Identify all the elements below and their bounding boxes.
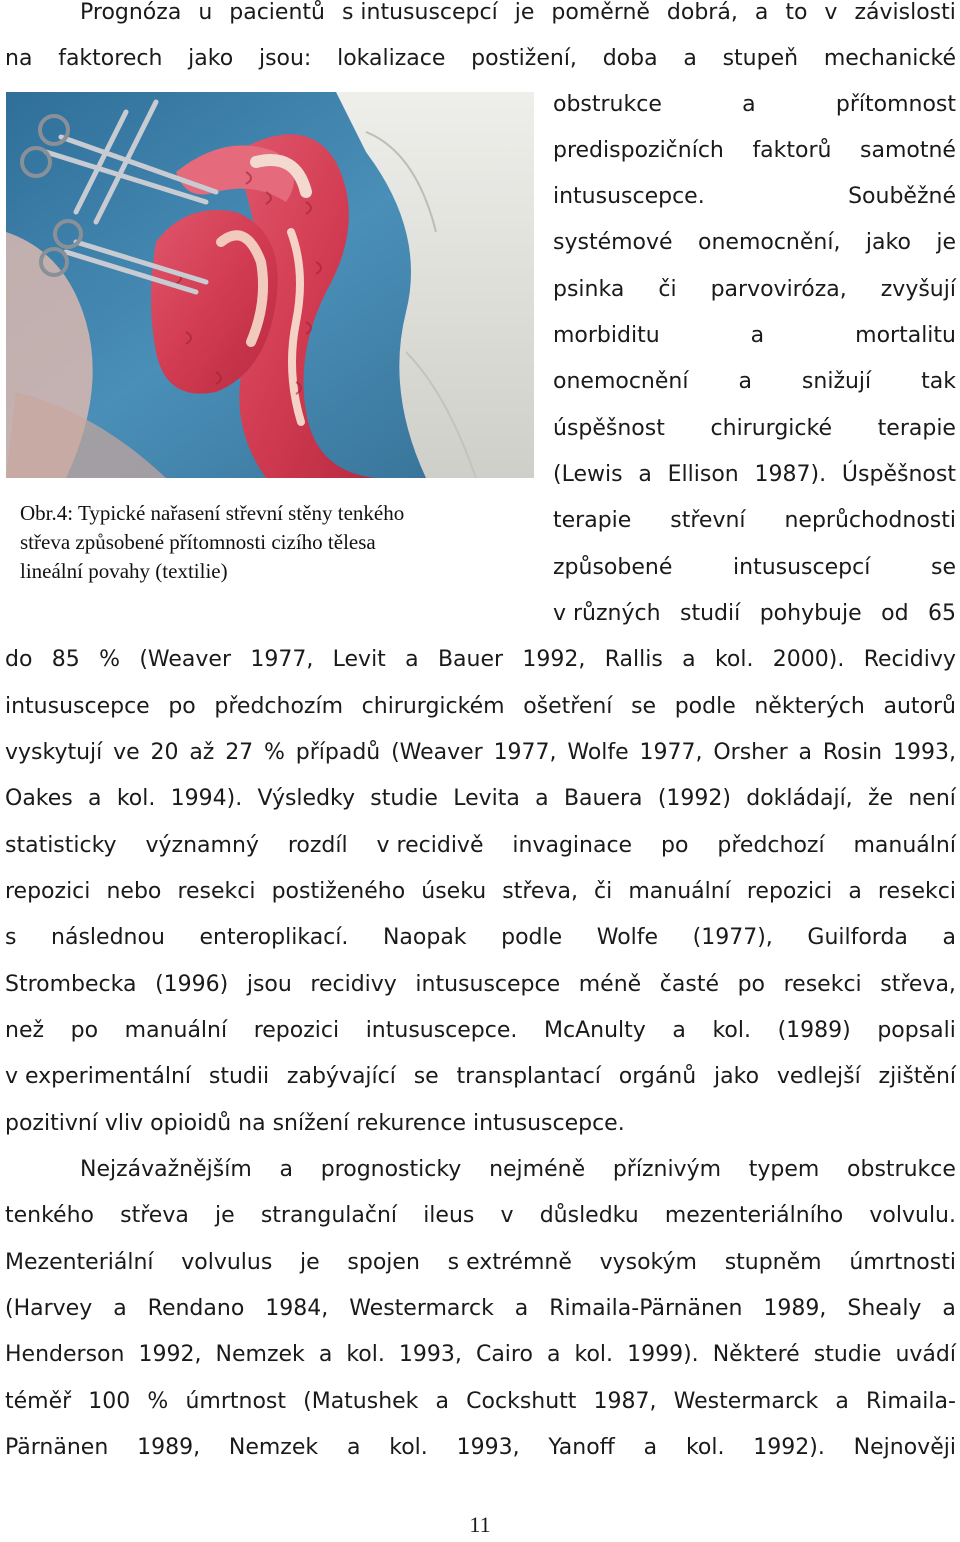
word: se	[631, 694, 657, 719]
word: není	[908, 786, 956, 811]
word: úspěšnost	[553, 416, 665, 441]
page-number: 11	[469, 1512, 491, 1537]
word: Bauer	[437, 647, 504, 672]
word: dobrá,	[666, 0, 738, 25]
word: volvulu.	[869, 1203, 956, 1228]
word: studie	[370, 786, 438, 811]
word: kol.	[685, 1435, 725, 1460]
word: pohybuje	[759, 601, 862, 626]
word: 20	[150, 740, 179, 765]
word: že	[867, 786, 894, 811]
word: neprůchodnosti	[784, 508, 956, 533]
text-line-7	[553, 267, 956, 313]
word: Naopak	[382, 925, 467, 950]
word: typem	[748, 1157, 820, 1182]
word: zvyšují	[880, 277, 956, 302]
word: a	[514, 1296, 529, 1321]
word: a	[672, 1018, 686, 1043]
word: obstrukce	[847, 1157, 956, 1182]
word: Strombecka	[5, 972, 137, 997]
word: podle	[674, 694, 736, 719]
word: důsledku	[539, 1203, 639, 1228]
text-line-24	[5, 1054, 956, 1100]
word: 100	[88, 1389, 131, 1414]
word: Pärnänen	[5, 1435, 109, 1460]
word: tenkého	[5, 1203, 94, 1228]
word: spojen	[347, 1250, 420, 1275]
word: a	[318, 1342, 333, 1367]
word: Levit	[332, 647, 386, 672]
word: 1994).	[170, 786, 243, 811]
word: intususcepce.	[553, 184, 705, 209]
word: Guilforda	[807, 925, 908, 950]
word: méně	[578, 972, 642, 997]
word: Oakes	[5, 786, 73, 811]
word: psinka	[553, 277, 625, 302]
word: Rallis	[604, 647, 663, 672]
text-line-32	[5, 1425, 956, 1471]
word: než	[5, 1018, 45, 1043]
text-line-1	[80, 0, 956, 36]
word: v recidivě	[376, 833, 484, 858]
word: v	[824, 0, 838, 25]
word: Westermarck	[673, 1389, 819, 1414]
word: 85	[51, 647, 80, 672]
word: a	[113, 1296, 127, 1321]
text-line-17	[5, 730, 956, 776]
word: mortalitu	[855, 323, 956, 348]
intestine-illustration	[6, 92, 534, 478]
word: poměrně	[551, 0, 650, 25]
word: Westermarck	[349, 1296, 494, 1321]
word: střevní	[670, 508, 746, 533]
word: (Weaver	[139, 647, 231, 672]
text-line-14	[553, 591, 956, 637]
word: Nejzávažnějším	[80, 1157, 252, 1182]
word: 1999).	[627, 1342, 699, 1367]
word: kol.	[712, 1018, 751, 1043]
word: rozdíl	[287, 833, 348, 858]
word: Ellison	[667, 462, 739, 487]
word: a	[405, 647, 419, 672]
word: ileus	[423, 1203, 475, 1228]
text-line-15	[5, 637, 956, 683]
word: vyskytují	[5, 740, 103, 765]
word: je	[514, 0, 535, 25]
text-line-20	[5, 869, 956, 915]
word: a	[738, 369, 752, 394]
word: %	[99, 647, 120, 672]
word: obstrukce	[553, 92, 662, 117]
word: v různých	[553, 601, 661, 626]
word: 1984,	[265, 1296, 329, 1321]
word: manuální	[124, 1018, 228, 1043]
word: Rimaila-Pärnänen	[549, 1296, 743, 1321]
word: se	[413, 1064, 439, 1089]
text-line-16	[5, 684, 956, 730]
word: Bauera	[563, 786, 643, 811]
word: Shealy	[847, 1296, 922, 1321]
word: a	[638, 462, 652, 487]
word: 1977,	[639, 740, 703, 765]
word: či	[594, 879, 613, 904]
word: Rendano	[147, 1296, 245, 1321]
word: samotné	[860, 138, 956, 163]
word: jako	[865, 230, 911, 255]
word: u	[198, 0, 213, 25]
word: Levita	[453, 786, 520, 811]
word: je	[936, 230, 956, 255]
word: intususcepce	[415, 972, 561, 997]
word: téměř	[5, 1389, 72, 1414]
word: následnou	[51, 925, 165, 950]
word: a	[88, 786, 102, 811]
word: a	[835, 1389, 849, 1414]
word: či	[658, 277, 677, 302]
word: uvádí	[895, 1342, 956, 1367]
word: onemocnění	[553, 369, 689, 394]
word: v	[500, 1203, 514, 1228]
text-line-29	[5, 1286, 956, 1332]
word: po	[70, 1018, 99, 1043]
word: kol.	[389, 1435, 428, 1460]
word: některých	[754, 694, 865, 719]
word: 1977,	[250, 647, 314, 672]
word: McAnulty	[544, 1018, 646, 1043]
word: po	[737, 972, 766, 997]
word: a	[346, 1435, 361, 1460]
word: (Weaver	[391, 740, 483, 765]
word: a	[848, 879, 862, 904]
word: pacientů	[229, 0, 325, 25]
text-line-8	[553, 313, 956, 359]
word: 27	[225, 740, 254, 765]
word: a	[435, 1389, 450, 1414]
word: (1992)	[657, 786, 731, 811]
word: po	[661, 833, 689, 858]
word: dokládají,	[746, 786, 853, 811]
word: (1996)	[155, 972, 229, 997]
word: přítomnost	[835, 92, 956, 117]
text-line-2	[5, 36, 956, 82]
word: je	[215, 1203, 235, 1228]
word: způsobené	[553, 555, 673, 580]
word: a	[742, 92, 756, 117]
word: 1992,	[522, 647, 586, 672]
word: chirurgické	[710, 416, 832, 441]
figure-photo	[6, 92, 534, 478]
word: až	[189, 740, 215, 765]
word: případů	[295, 740, 381, 765]
caption-line: Obr.4: Typické nařasení střevní stěny tenkého	[20, 501, 405, 525]
word: předchozím	[214, 694, 344, 719]
word: zabývající	[286, 1064, 396, 1089]
text-line-25: pozitivní vliv opioidů na snížení rekurence intususcepce.	[5, 1111, 625, 1136]
word: intususcepcí	[733, 555, 871, 580]
word: morbiditu	[553, 323, 660, 348]
word: mechanické	[823, 46, 956, 71]
text-line-30	[5, 1332, 956, 1378]
word: parvoviróza,	[710, 277, 847, 302]
text-line-9	[553, 359, 956, 405]
text-line-26	[80, 1147, 956, 1193]
word: postižení,	[471, 46, 577, 71]
word: repozici	[253, 1018, 340, 1043]
word: 1987,	[593, 1389, 657, 1414]
word: kol.	[346, 1342, 385, 1367]
word: střeva,	[502, 879, 578, 904]
word: a	[682, 647, 696, 672]
word: Prognóza	[80, 0, 182, 25]
word: 2000).	[772, 647, 845, 672]
word: resekci	[783, 972, 862, 997]
word: (1989)	[777, 1018, 851, 1043]
word: jsou	[246, 972, 292, 997]
word: 1989,	[763, 1296, 827, 1321]
figure-caption	[20, 499, 520, 586]
word: střeva	[120, 1203, 189, 1228]
word: podle	[501, 925, 563, 950]
word: úmrtnost	[185, 1389, 286, 1414]
word: Henderson	[5, 1342, 125, 1367]
word: s	[5, 925, 17, 950]
word: 65	[928, 601, 956, 626]
word: Recidivy	[863, 647, 956, 672]
caption-line: střeva způsobené přítomnosti cizího tělesa	[20, 530, 376, 554]
word: strangulační	[260, 1203, 398, 1228]
word: příznivým	[612, 1157, 722, 1182]
word: resekci	[877, 879, 956, 904]
text-line-27	[5, 1193, 956, 1239]
word: studií	[680, 601, 741, 626]
word: Wolfe	[567, 740, 629, 765]
word: vedlejší	[776, 1064, 861, 1089]
text-line-3	[553, 82, 956, 128]
word: kol.	[116, 786, 156, 811]
word: úmrtnosti	[849, 1250, 956, 1275]
word: intususcepce	[5, 694, 150, 719]
word: po	[168, 694, 196, 719]
word: Wolfe	[596, 925, 659, 950]
text-line-11	[553, 452, 956, 498]
word: 1977,	[493, 740, 557, 765]
text-line-31	[5, 1379, 956, 1425]
word: 1992).	[753, 1435, 825, 1460]
word: chirurgickém	[361, 694, 505, 719]
text-line-21	[5, 915, 956, 961]
word: onemocnění,	[698, 230, 841, 255]
text-line-23	[5, 1008, 956, 1054]
word: statisticky	[5, 833, 117, 858]
word: stupněm	[724, 1250, 822, 1275]
word: orgánů	[618, 1064, 697, 1089]
word: je	[300, 1250, 320, 1275]
word: recidivy	[310, 972, 397, 997]
word: resekci	[177, 879, 256, 904]
word: volvulus	[181, 1250, 273, 1275]
word: Rosin	[822, 740, 883, 765]
word: enteroplikací.	[199, 925, 349, 950]
caption-line: lineální povahy (textilie)	[20, 559, 228, 583]
word: 1993,	[892, 740, 956, 765]
text-line-28	[5, 1240, 956, 1286]
word: Výsledky	[257, 786, 356, 811]
word: manuální	[628, 879, 731, 904]
word: 1993,	[456, 1435, 520, 1460]
word: střeva,	[880, 972, 956, 997]
word: a	[942, 1296, 956, 1321]
word: %	[264, 740, 285, 765]
word: úseku	[421, 879, 487, 904]
text-line-10	[553, 406, 956, 452]
word: jako	[714, 1064, 760, 1089]
word: (Matushek	[303, 1389, 419, 1414]
word: 1989,	[137, 1435, 201, 1460]
word: a	[798, 740, 813, 765]
word: Rimaila-	[865, 1389, 956, 1414]
word: jsou:	[258, 46, 312, 71]
text-line-13	[553, 545, 956, 591]
word: prognosticky	[320, 1157, 462, 1182]
word: s extrémně	[447, 1250, 572, 1275]
word: nebo	[106, 879, 162, 904]
word: ošetření	[523, 694, 613, 719]
word: tak	[921, 369, 956, 394]
text-line-5	[553, 174, 956, 220]
word: intususcepce.	[365, 1018, 518, 1043]
word: %	[147, 1389, 169, 1414]
word: repozici	[746, 879, 833, 904]
word: se	[931, 555, 956, 580]
word: vysokým	[599, 1250, 697, 1275]
word: jako	[188, 46, 234, 71]
word: (Harvey	[5, 1296, 93, 1321]
text-line-22	[5, 962, 956, 1008]
word: a	[942, 925, 956, 950]
word: Cairo	[475, 1342, 533, 1367]
word: od	[881, 601, 909, 626]
word: a	[546, 1342, 561, 1367]
word: Cockshutt	[466, 1389, 577, 1414]
text-line-12	[553, 498, 956, 544]
text-line-4	[553, 128, 956, 174]
word: terapie	[553, 508, 632, 533]
word: 1992,	[138, 1342, 202, 1367]
text-line-18	[5, 776, 956, 822]
word: lokalizace	[337, 46, 446, 71]
word: Nemzek	[215, 1342, 305, 1367]
word: Nemzek	[228, 1435, 319, 1460]
word: faktorech	[58, 46, 163, 71]
text-line-6	[553, 220, 956, 266]
word: časté	[659, 972, 719, 997]
word: Některé	[712, 1342, 800, 1367]
word: Mezenteriální	[5, 1250, 154, 1275]
word: (Lewis	[553, 462, 623, 487]
word: terapie	[877, 416, 956, 441]
word: repozici	[5, 879, 91, 904]
word: na	[5, 46, 33, 71]
word: a	[279, 1157, 293, 1182]
word: s intususcepcí	[341, 0, 498, 25]
word: ve	[113, 740, 140, 765]
word: stupeň	[722, 46, 799, 71]
word: a	[750, 323, 765, 348]
word: a	[754, 0, 769, 25]
word: 1993,	[398, 1342, 462, 1367]
word: systémové	[553, 230, 673, 255]
word: popsali	[877, 1018, 956, 1043]
word: (1977),	[692, 925, 773, 950]
word: Yanoff	[548, 1435, 615, 1460]
word: Úspěšnost	[841, 462, 956, 487]
word: transplantací	[456, 1064, 601, 1089]
word: a	[683, 46, 697, 71]
word: kol.	[574, 1342, 614, 1367]
word: předchozí	[717, 833, 825, 858]
word: a	[643, 1435, 658, 1460]
word: a	[535, 786, 549, 811]
word: zjištění	[878, 1064, 956, 1089]
word: predispozičních	[553, 138, 724, 163]
word: v experimentální	[5, 1064, 192, 1089]
word: kol.	[714, 647, 754, 672]
word: doba	[602, 46, 658, 71]
word: Souběžné	[848, 184, 956, 209]
word: mezenteriálního	[664, 1203, 844, 1228]
word: do	[5, 647, 33, 672]
word: to	[785, 0, 808, 25]
word: Orsher	[713, 740, 788, 765]
word: závislosti	[854, 0, 956, 25]
word: významný	[145, 833, 259, 858]
text-line-19	[5, 823, 956, 869]
word: studii	[208, 1064, 270, 1089]
word: invaginace	[512, 833, 633, 858]
word: faktorů	[752, 138, 832, 163]
word: 1987).	[754, 462, 827, 487]
word: manuální	[853, 833, 956, 858]
word: snižují	[801, 369, 872, 394]
word: studie	[813, 1342, 882, 1367]
word: Nejnověji	[853, 1435, 956, 1460]
word: nejméně	[489, 1157, 586, 1182]
word: postiženého	[271, 879, 406, 904]
word: autorů	[883, 694, 956, 719]
